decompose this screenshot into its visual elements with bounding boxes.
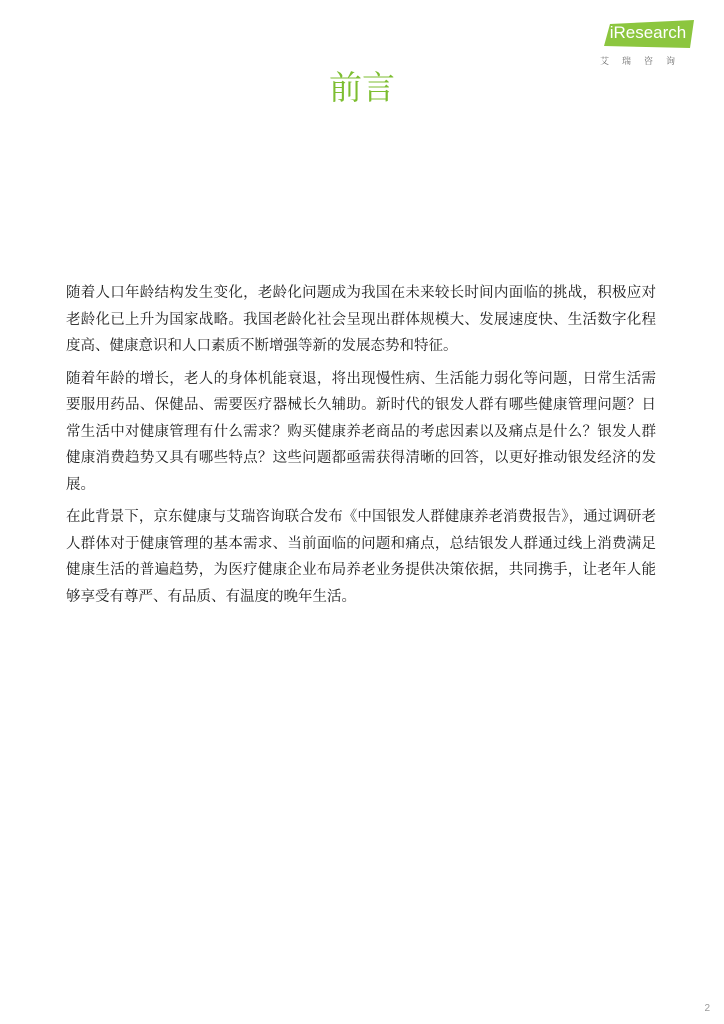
logo-subtitle: 艾瑞咨询 — [600, 57, 689, 67]
paragraph-1: 随着人口年龄结构发生变化，老龄化问题成为我国在未来较长时间内面临的挑战，积极应对老龄化已上升为国家战略。我国老龄化社会呈现出群体规模大、发展速度快、生活数字化程度高、健康意识和人口素质不断增强等新的发展态势和特征。 — [66, 285, 656, 354]
page-title: 前言 — [329, 68, 395, 107]
page-number: 2 — [704, 1003, 710, 1014]
paragraph-3: 在此背景下，京东健康与艾瑞咨询联合发布《中国银发人群健康养老消费报告》，通过调研老人群体对于健康管理的基本需求、当前面临的问题和痛点，总结银发人群通过线上消费满足健康生活的普遍趋势，为医疗健康企业布局养老业务提供决策依据，共同携手，让老年人能够享受有尊严、有品质、有温度的晚年生活。 — [66, 509, 656, 605]
logo-wordmark: iResearch — [609, 23, 687, 42]
body-text — [66, 280, 656, 616]
paragraph-2: 随着年龄的增长，老人的身体机能衰退，将出现慢性病、生活能力弱化等问题，日常生活需要服用药品、保健品、需要医疗器械长久辅助。新时代的银发人群有哪些健康管理问题？日常生活中对健康管理有什么需求？购买健康养老商品的考虑因素以及痛点是什么？银发人群健康消费趋势又具有哪些特点？这些问题都亟需获得清晰的回答，以更好推动银发经济的发展。 — [66, 370, 656, 493]
iresearch-logo — [598, 18, 698, 68]
